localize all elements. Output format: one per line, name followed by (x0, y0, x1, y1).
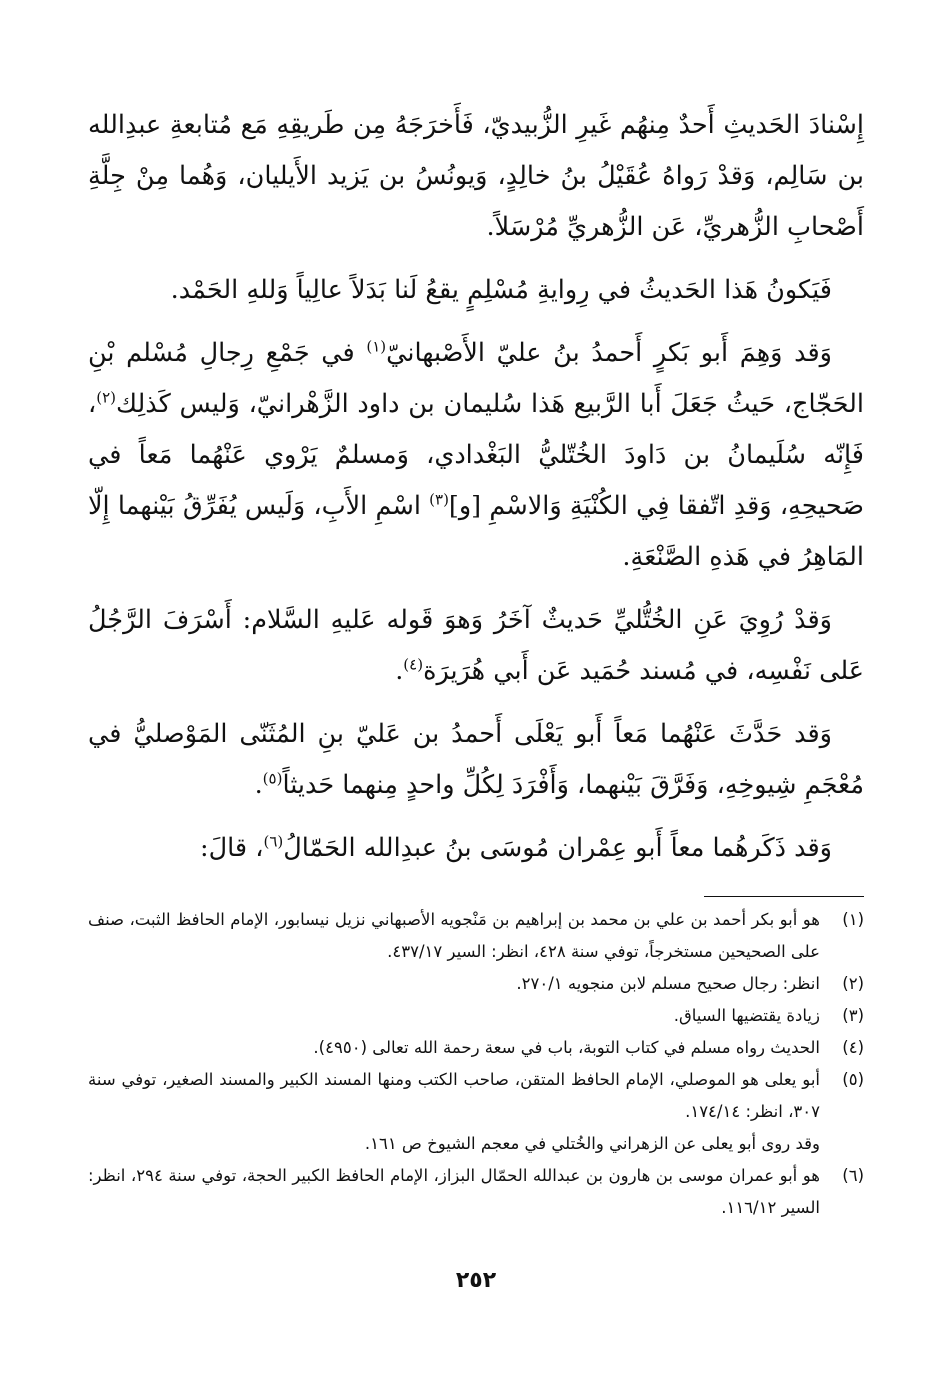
footnote-text: الحديث رواه مسلم في كتاب التوبة، باب في سعة رحمة الله تعالى (٤٩٥٠). (313, 1038, 820, 1057)
paragraph-text: وَقد حَدَّثَ عَنْهُما مَعاً أَبو يَعْلَى أَحمدُ بن عَليّ بنِ المُثَنّى المَوْصليُّ في مُعْجَمِ شِيوخِهِ، وَفَرَّقَ بَيْنهما، وَأَفْرَدَ لِكُلِّ واحدٍ مِنهما حَديثاً (88, 719, 864, 800)
paragraph-text: وَقدْ رُوِيَ عَنِ الخُتُّليِّ حَديثٌ آخَرُ وَهوَ قَوله عَليهِ السَّلام: أَسْرَفَ الرَّجُلُ عَلى نَفْسِه، في مُسند حُمَيد عَن أَبي هُرَيرَة (88, 605, 864, 686)
footnote-reference[interactable]: (٥) (262, 769, 283, 788)
footnote (88, 1160, 864, 1224)
footnote-text: هو أبو عمران موسى بن هارون بن عبدالله الحمّال البزاز، الإمام الحافظ الكبير الحجة، توفي سنة ٢٩٤، انظر: السير ١١٦/١٢. (88, 1166, 820, 1217)
footnote-reference[interactable]: (٦) (263, 832, 284, 851)
footnotes (88, 904, 864, 1224)
footnote-text: أبو يعلى هو الموصلي، الإمام الحافظ المتقن، صاحب الكتب ومنها المسند الكبير والمسند الصغير، توفي سنة ٣٠٧، انظر: ١٧٤/١٤. (88, 1070, 820, 1121)
paragraph-text: ، فَإِنّه سُلَيمانُ بن دَاودَ الخُتّليُّ البَغْدادي، وَمسلمٌ يَرْوي عَنْهُما مَعاً في صَحيحِهِ، وَقدِ اتّفقا فِي الكُنْيَةِ وَالاسْمِ [و] (88, 389, 864, 521)
paragraph-text: في جَمْعِ رِجالِ مُسْلم بْنِ الحَجّاج، حَيثُ جَعَلَ أَبا الرَّبيع هَذا سُليمان بن داود الزَّهْرانيّ، وَليس كَذلِك (88, 338, 864, 419)
paragraph-text: إِسْنادَ الحَديثِ أَحدٌ مِنهُم غَيرِ الزُّبيديّ، فَأَخرَجَهُ مِن طَريقِهِ مَع مُتابعةِ عبدِالله بن سَالِم، وَقدْ رَواهُ عُقَيْلُ بنُ خالِدٍ، وَيونُسُ بن يَزيد الأَيليان، وَهُما مِنْ جِلَّةِ أَصْحابِ الزُّهريِّ، عَن الزُّهريِّ مُرْسَلاً. (88, 110, 865, 242)
footnote-text: هو أبو بكر أحمد بن علي بن محمد بن إبراهيم بن مَنْجويه الأصبهاني نزيل نيسابور، الإمام الحافظ الثبت، صنف على الصحيحين مستخرجاً، توفي سنة ٤٢٨، انظر: السير ٤٣٧/١٧. (88, 910, 820, 961)
page-number: ٢٥٢ (455, 1268, 497, 1293)
paragraph (88, 328, 864, 583)
footnote-text: انظر: رجال صحيح مسلم لابن منجويه ٢٧٠/١. (516, 974, 820, 993)
footnote-divider (704, 896, 864, 897)
footnote-reference[interactable]: (٢) (96, 388, 117, 407)
footnote-reference[interactable]: (٣) (429, 490, 449, 509)
paragraph (88, 265, 864, 316)
paragraph-text: . (254, 770, 263, 800)
footnote-number: (٦) (842, 1166, 864, 1185)
paragraph-text: وَقد ذَكَرهُما معاً أَبو عِمْران مُوسَى بنُ عبدِالله الحَمّالُ (283, 833, 832, 863)
paragraph-text: . (395, 656, 404, 686)
paragraph-text: اسْمِ الأَبِ، وَلَيس يُفَرِّقُ بَيْنهما إِلّا المَاهِرُ في هَذهِ الصَّنْعَةِ. (88, 491, 864, 572)
main-text (88, 100, 864, 874)
footnote (88, 1000, 864, 1032)
footnote (88, 1032, 864, 1064)
paragraph (88, 709, 864, 811)
paragraph (88, 823, 864, 874)
footnote (88, 1064, 864, 1128)
paragraph-text: ، قالَ: (200, 833, 264, 863)
footnote-number: (٢) (842, 974, 864, 993)
footnote-number: (٥) (842, 1070, 864, 1089)
footnote-reference[interactable]: (٤) (403, 655, 424, 674)
footnote-text: زيادة يقتضيها السياق. (673, 1006, 820, 1025)
footnote (88, 968, 864, 1000)
footnote-reference[interactable]: (١) (366, 337, 387, 356)
footnote-extra-text: وقد روى أبو يعلى عن الزهراني والخُتلي في معجم الشيوخ ص ١٦١. (364, 1134, 820, 1153)
footnote-number: (٣) (842, 1006, 864, 1025)
footnote (88, 904, 864, 968)
footnote-number: (٤) (842, 1038, 864, 1057)
footnote-number: (١) (842, 910, 864, 929)
paragraph (88, 100, 864, 253)
paragraph-text: وَقد وَهِمَ أَبو بَكرٍ أَحمدُ بنُ عليّ الأَصْبهانيّ (386, 338, 832, 368)
paragraph-text: فَيَكونُ هَذا الحَديثُ في رِوايةِ مُسْلِمٍ يقعُ لَنا بَدَلاً عالِياً وَللهِ الحَمْد. (170, 275, 832, 305)
page-body (88, 100, 864, 886)
paragraph (88, 595, 864, 697)
